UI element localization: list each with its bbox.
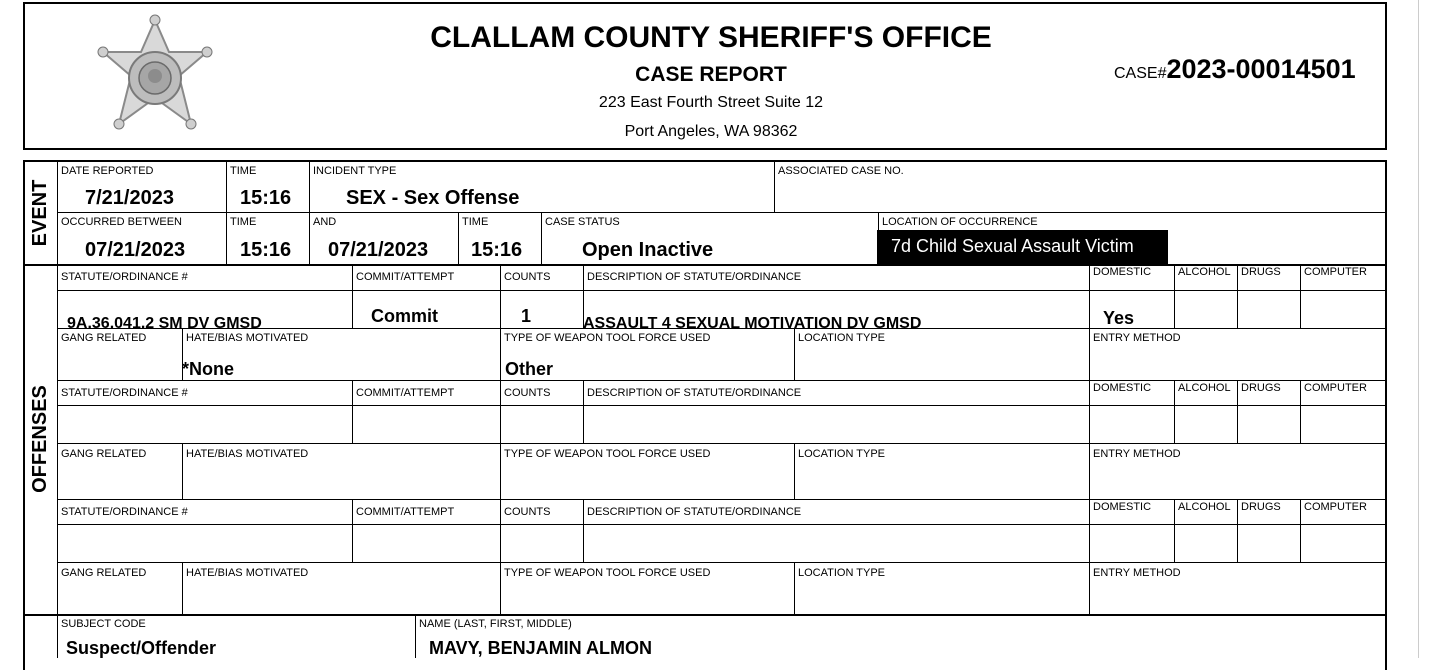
case-number: 2023-00014501 bbox=[1166, 54, 1356, 84]
location-type-label: LOCATION TYPE bbox=[798, 332, 886, 344]
description-label: DESCRIPTION OF STATUTE/ORDINANCE bbox=[587, 387, 802, 399]
cell-divider bbox=[1089, 381, 1090, 443]
computer-label: COMPUTER bbox=[1304, 382, 1367, 394]
counts-label: COUNTS bbox=[504, 506, 551, 518]
occurred-from-date: 07/21/2023 bbox=[85, 239, 186, 261]
drugs-label: DRUGS bbox=[1241, 266, 1281, 278]
cell-divider bbox=[1089, 500, 1090, 562]
weapon-label: TYPE OF WEAPON TOOL FORCE USED bbox=[504, 332, 711, 344]
statute-label: STATUTE/ORDINANCE # bbox=[61, 387, 188, 399]
date-reported-label: DATE REPORTED bbox=[61, 165, 154, 177]
cell-divider bbox=[458, 213, 459, 264]
cell-divider bbox=[309, 161, 310, 212]
cell-divider bbox=[352, 381, 353, 443]
commit-label: COMMIT/ATTEMPT bbox=[356, 506, 455, 518]
offense-line bbox=[58, 499, 1386, 500]
time-from: 15:16 bbox=[240, 239, 292, 261]
offense-line bbox=[58, 443, 1386, 444]
cell-divider bbox=[226, 161, 227, 212]
hate-label: HATE/BIAS MOTIVATED bbox=[186, 332, 309, 344]
drugs-label: DRUGS bbox=[1241, 501, 1281, 513]
offense-line bbox=[58, 290, 1386, 291]
cell-divider bbox=[500, 381, 501, 443]
time-reported: 15:16 bbox=[240, 187, 292, 209]
alcohol-label: ALCOHOL bbox=[1178, 382, 1231, 394]
time-from-label: TIME bbox=[230, 216, 257, 228]
time-to-label: TIME bbox=[462, 216, 489, 228]
cell-divider bbox=[1089, 265, 1090, 328]
cell-divider bbox=[1174, 500, 1175, 562]
domestic-label: DOMESTIC bbox=[1093, 382, 1152, 394]
description-label: DESCRIPTION OF STATUTE/ORDINANCE bbox=[587, 506, 802, 518]
subject-code: Suspect/Offender bbox=[66, 638, 217, 658]
subject-name: MAVY, BENJAMIN ALMON bbox=[429, 638, 653, 658]
cell-divider bbox=[352, 500, 353, 562]
address-line-2: Port Angeles, WA 98362 bbox=[624, 123, 798, 140]
entry-method-label: ENTRY METHOD bbox=[1093, 448, 1181, 460]
offenses-section-label: OFFENSES bbox=[29, 385, 51, 493]
offense-commit: Commit bbox=[371, 306, 438, 326]
case-status: Open Inactive bbox=[582, 239, 714, 261]
event-row-divider bbox=[58, 212, 1386, 213]
offense-domestic: Yes bbox=[1103, 308, 1135, 328]
time-to: 15:16 bbox=[471, 239, 523, 261]
cell-divider bbox=[500, 444, 501, 499]
report-type: CASE REPORT bbox=[635, 63, 787, 86]
cell-divider bbox=[1300, 265, 1301, 328]
case-number-block bbox=[1114, 54, 1356, 85]
cell-divider bbox=[1300, 381, 1301, 443]
gang-label: GANG RELATED bbox=[61, 567, 147, 579]
weapon-label: TYPE OF WEAPON TOOL FORCE USED bbox=[504, 567, 711, 579]
location-occurrence-label: LOCATION OF OCCURRENCE bbox=[882, 216, 1038, 228]
location-occurrence: 7d Child Sexual Assault Victim bbox=[877, 230, 1168, 264]
cell-divider bbox=[1089, 444, 1090, 499]
hate-label: HATE/BIAS MOTIVATED bbox=[186, 448, 309, 460]
gang-label: GANG RELATED bbox=[61, 332, 147, 344]
incident-type-label: INCIDENT TYPE bbox=[313, 165, 397, 177]
description-label: DESCRIPTION OF STATUTE/ORDINANCE bbox=[587, 271, 802, 283]
alcohol-label: ALCOHOL bbox=[1178, 501, 1231, 513]
page-edge bbox=[1418, 0, 1419, 658]
commit-label: COMMIT/ATTEMPT bbox=[356, 271, 455, 283]
cell-divider bbox=[1237, 381, 1238, 443]
cell-divider bbox=[1237, 500, 1238, 562]
cell-divider bbox=[182, 563, 183, 614]
offense-line bbox=[58, 524, 1386, 525]
cell-divider bbox=[500, 500, 501, 562]
cell-divider bbox=[415, 615, 416, 658]
cell-divider bbox=[226, 213, 227, 264]
cell-divider bbox=[352, 265, 353, 328]
offense-hate: *None bbox=[182, 359, 235, 379]
cell-divider bbox=[583, 381, 584, 443]
associated-case-label: ASSOCIATED CASE NO. bbox=[778, 165, 904, 177]
case-status-label: CASE STATUS bbox=[545, 216, 620, 228]
hate-label: HATE/BIAS MOTIVATED bbox=[186, 567, 309, 579]
cell-divider bbox=[1237, 265, 1238, 328]
offense-statute: 9A.36.041.2 SM DV GMSD bbox=[67, 315, 262, 332]
agency-title: CLALLAM COUNTY SHERIFF'S OFFICE bbox=[430, 21, 992, 54]
offense-line bbox=[58, 380, 1386, 381]
cell-divider bbox=[1300, 500, 1301, 562]
computer-label: COMPUTER bbox=[1304, 501, 1367, 513]
offense-line bbox=[58, 562, 1386, 563]
entry-method-label: ENTRY METHOD bbox=[1093, 332, 1181, 344]
entry-method-label: ENTRY METHOD bbox=[1093, 567, 1181, 579]
sheriff-star-badge bbox=[95, 14, 215, 136]
cell-divider bbox=[182, 444, 183, 499]
drugs-label: DRUGS bbox=[1241, 382, 1281, 394]
and-label: AND bbox=[313, 216, 337, 228]
cell-divider bbox=[1174, 265, 1175, 328]
cell-divider bbox=[500, 265, 501, 328]
cell-divider bbox=[500, 329, 501, 380]
form-body bbox=[23, 160, 1387, 670]
address-line-1: 223 East Fourth Street Suite 12 bbox=[598, 94, 824, 111]
offense-weapon: Other bbox=[505, 359, 554, 379]
time-reported-label: TIME bbox=[230, 165, 257, 177]
cell-divider bbox=[583, 500, 584, 562]
event-section-label: EVENT bbox=[29, 179, 51, 247]
domestic-label: DOMESTIC bbox=[1093, 266, 1152, 278]
offenses-bottom-line bbox=[24, 614, 1386, 616]
subject-name-label: NAME (LAST, FIRST, MIDDLE) bbox=[419, 618, 572, 630]
alcohol-label: ALCOHOL bbox=[1178, 266, 1231, 278]
section-divider bbox=[57, 161, 58, 658]
cell-divider bbox=[500, 563, 501, 614]
statute-label: STATUTE/ORDINANCE # bbox=[61, 506, 188, 518]
location-type-label: LOCATION TYPE bbox=[798, 448, 886, 460]
incident-type: SEX - Sex Offense bbox=[346, 187, 520, 209]
cell-divider bbox=[541, 213, 542, 264]
cell-divider bbox=[1089, 563, 1090, 614]
offense-description: ASSAULT 4 SEXUAL MOTIVATION DV GMSD bbox=[583, 315, 922, 332]
case-label: CASE# bbox=[1114, 65, 1167, 82]
cell-divider bbox=[1174, 381, 1175, 443]
domestic-label: DOMESTIC bbox=[1093, 501, 1152, 513]
computer-label: COMPUTER bbox=[1304, 266, 1367, 278]
counts-label: COUNTS bbox=[504, 387, 551, 399]
gang-label: GANG RELATED bbox=[61, 448, 147, 460]
location-type-label: LOCATION TYPE bbox=[798, 567, 886, 579]
occurred-between-label: OCCURRED BETWEEN bbox=[61, 216, 183, 228]
cell-divider bbox=[794, 563, 795, 614]
statute-label: STATUTE/ORDINANCE # bbox=[61, 271, 188, 283]
cell-divider bbox=[1089, 329, 1090, 380]
offense-line bbox=[58, 405, 1386, 406]
cell-divider bbox=[794, 329, 795, 380]
cell-divider bbox=[309, 213, 310, 264]
counts-label: COUNTS bbox=[504, 271, 551, 283]
weapon-label: TYPE OF WEAPON TOOL FORCE USED bbox=[504, 448, 711, 460]
subject-code-label: SUBJECT CODE bbox=[61, 618, 146, 630]
cell-divider bbox=[794, 444, 795, 499]
occurred-to-date: 07/21/2023 bbox=[328, 239, 429, 261]
cell-divider bbox=[774, 161, 775, 212]
commit-label: COMMIT/ATTEMPT bbox=[356, 387, 455, 399]
offense-counts: 1 bbox=[521, 306, 532, 326]
date-reported: 7/21/2023 bbox=[85, 187, 174, 209]
